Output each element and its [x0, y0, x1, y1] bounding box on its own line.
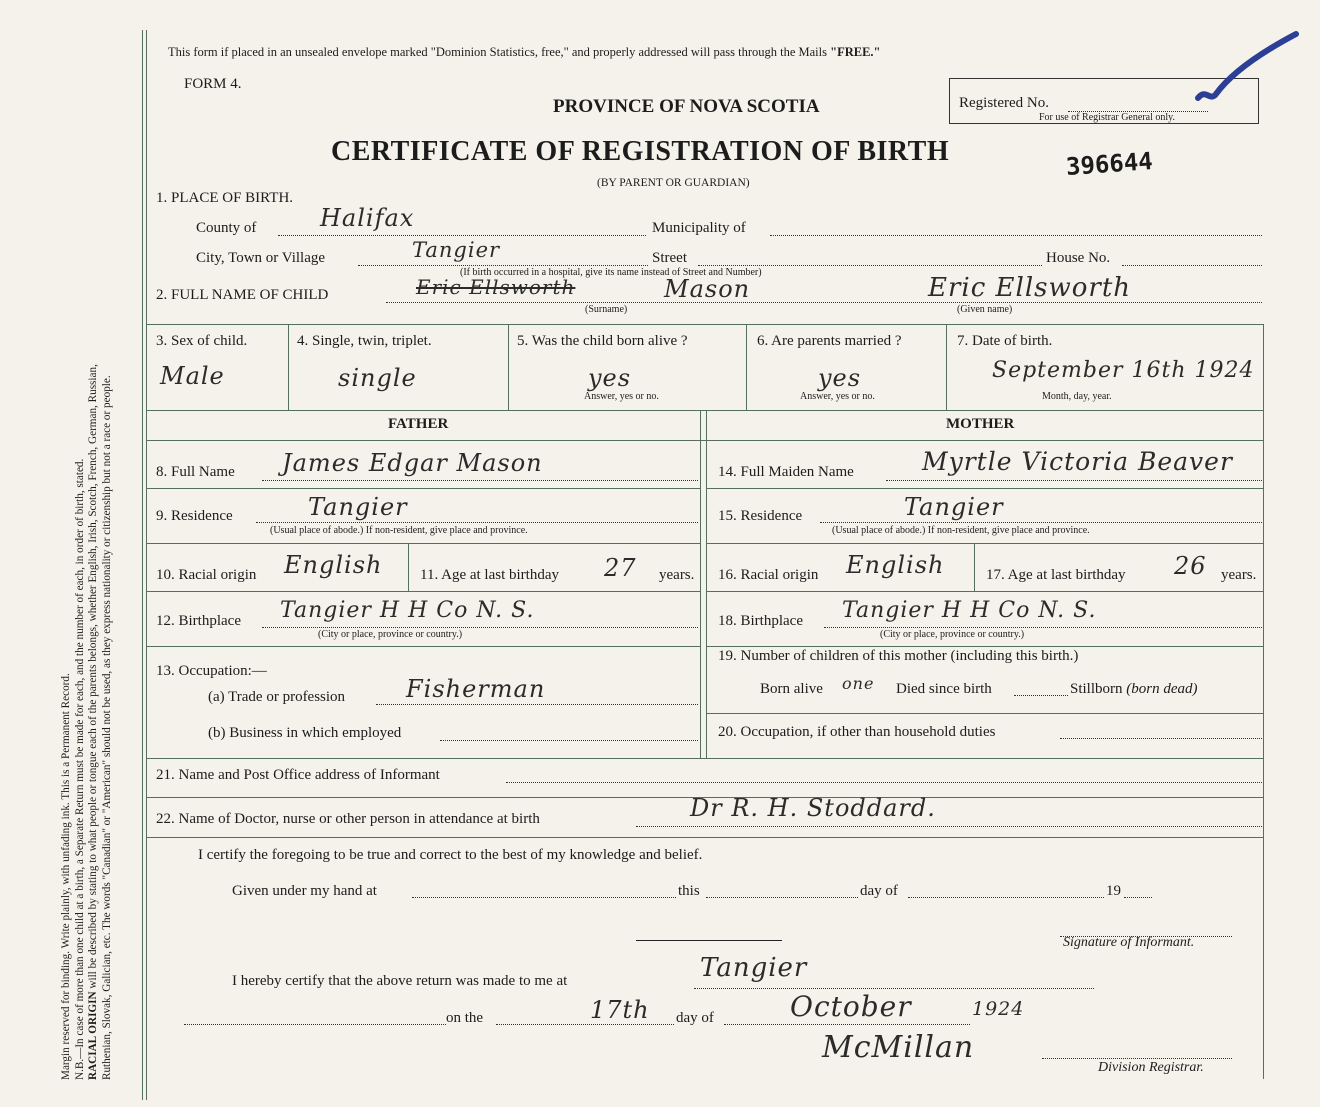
father-trade-line — [376, 704, 698, 705]
year-prefix: 19 — [1106, 883, 1121, 899]
certificate-subtitle: (BY PARENT OR GUARDIAN) — [597, 177, 750, 189]
stamp-number: 396644 — [1065, 147, 1154, 181]
parents-bottom-rule — [146, 758, 1264, 759]
registered-label: Registered No. — [959, 95, 1049, 111]
mother-birthplace-label: 18. Birthplace — [718, 613, 803, 629]
father-racial-divider — [408, 543, 409, 591]
city-value: Tangier — [412, 238, 501, 262]
mother-rule-1 — [706, 488, 1264, 489]
father-trade-label: (a) Trade or profession — [208, 689, 346, 705]
informant-line — [506, 782, 1262, 783]
city-line — [358, 265, 648, 266]
mother-children-label: 19. Number of children of this mother (including this birth.) — [718, 648, 1079, 664]
margin-line-4: Ruthenian, Slovak, Galician, etc. The words "Canadian" or "American" should not be used, as they express nationality or citizenship but not a race or people. — [100, 375, 113, 1080]
mother-residence-line — [820, 522, 1262, 523]
child-name-struck: Eric Ellsworth — [416, 275, 576, 299]
street-label: Street — [652, 250, 687, 266]
row3-top-rule — [146, 324, 1264, 325]
mother-name-value: Myrtle Victoria Beaver — [922, 447, 1233, 476]
father-rule-1 — [146, 488, 700, 489]
father-name-label: 8. Full Name — [156, 464, 235, 480]
registration-year-value: 1924 — [972, 998, 1025, 1020]
father-name-line — [262, 480, 698, 481]
mother-birthplace-caption: (City or place, province or country.) — [880, 629, 1025, 640]
father-birthplace-line — [262, 627, 698, 628]
married-value: yes — [818, 364, 862, 392]
municipality-line — [770, 235, 1262, 236]
row3-bottom-rule — [146, 410, 1264, 411]
given-caption: (Given name) — [957, 304, 1013, 315]
born-alive-value: one — [842, 674, 875, 693]
doctor-label: 22. Name of Doctor, nurse or other person in attendance at birth — [156, 811, 540, 827]
dob-label: 7. Date of birth. — [957, 333, 1053, 349]
dob-caption: Month, day, year. — [1042, 391, 1112, 402]
registration-day-value: 17th — [590, 996, 650, 1024]
died-since-birth-line — [1014, 695, 1068, 696]
given-at-line — [412, 897, 676, 898]
racial-origin-heading: RACIAL ORIGIN — [87, 991, 100, 1080]
informant-signature-label: Signature of Informant. — [1063, 935, 1195, 950]
registrar-statement: I hereby certify that the above return was made to me at — [232, 973, 568, 989]
father-residence-caption: (Usual place of abode.) If non-resident, give place and province. — [270, 525, 528, 536]
alive-caption: Answer, yes or no. — [584, 391, 659, 402]
father-rule-4 — [146, 646, 700, 647]
house-line — [1122, 265, 1262, 266]
margin-line-3-text: will be described by stating to what people or tongue each of the parents belongs, whether English, Irish, Scotch, French, German, Russian, — [87, 364, 100, 992]
mother-racial-label: 16. Racial origin — [718, 567, 819, 583]
plurality-value: single — [338, 364, 417, 392]
mail-notice-free: "FREE." — [830, 45, 881, 59]
mother-heading: MOTHER — [946, 416, 1015, 432]
place-of-birth-heading: 1. PLACE OF BIRTH. — [156, 190, 294, 206]
father-age-label: 11. Age at last birthday — [420, 567, 559, 583]
mother-age-unit: years. — [1221, 567, 1257, 583]
father-heading: FATHER — [388, 416, 449, 432]
row3-divider-3 — [746, 324, 747, 410]
margin-line-2: N.B.—In case of more than one child at a birth, a Separate Return must be made for each, and the number of each, in order of birth, stated. — [73, 458, 86, 1080]
mother-name-line — [886, 480, 1262, 481]
married-label: 6. Are parents married ? — [757, 333, 902, 349]
father-occupation-label: 13. Occupation:— — [156, 663, 267, 679]
father-birthplace-label: 12. Birthplace — [156, 613, 241, 629]
check-mark-icon — [1192, 28, 1304, 110]
month-2-line — [724, 1024, 970, 1025]
mother-occupation-label: 20. Occupation, if other than household duties — [718, 724, 996, 740]
given-under-label: Given under my hand at — [232, 883, 377, 899]
child-given-value: Eric Ellsworth — [928, 273, 1132, 303]
form-left-border — [146, 30, 147, 1100]
father-birthplace-value: Tangier H H Co N. S. — [280, 598, 535, 623]
father-racial-value: English — [284, 551, 383, 579]
mother-rule-2 — [706, 543, 1264, 544]
surname-caption: (Surname) — [585, 304, 628, 315]
form-number: FORM 4. — [184, 76, 242, 92]
mother-residence-value: Tangier — [904, 493, 1004, 521]
plurality-label: 4. Single, twin, triplet. — [297, 333, 432, 349]
sex-value: Male — [160, 362, 225, 390]
child-name-label: 2. FULL NAME OF CHILD — [156, 287, 329, 303]
married-caption: Answer, yes or no. — [800, 391, 875, 402]
mail-notice-text: This form if placed in an unsealed envelope marked "Dominion Statistics, free," and properly addressed will pass through the Mails — [168, 45, 827, 59]
sex-label: 3. Sex of child. — [156, 333, 248, 349]
parents-header-rule — [146, 440, 1264, 441]
informant-signature-mark — [636, 940, 782, 941]
parents-divider-2 — [706, 410, 707, 758]
mother-rule-5 — [706, 713, 1264, 714]
stillborn-text: Stillborn — [1070, 681, 1123, 697]
margin-instructions — [60, 40, 114, 1080]
county-line — [278, 235, 646, 236]
registrar-title: Division Registrar. — [1098, 1060, 1204, 1075]
father-trade-value: Fisherman — [406, 675, 546, 703]
city-label: City, Town or Village — [196, 250, 326, 266]
margin-line-1: Margin reserved for binding. Write plainly, with unfading ink. This is a Permanent Record. — [60, 673, 72, 1080]
mother-name-label: 14. Full Maiden Name — [718, 464, 854, 480]
row3-divider-2 — [508, 324, 509, 410]
registrar-place-value: Tangier — [700, 953, 808, 983]
mother-birthplace-line — [824, 627, 1262, 628]
father-business-line — [440, 740, 698, 741]
margin-line-3 — [87, 40, 101, 1080]
father-residence-line — [256, 522, 698, 523]
hospital-note: (If birth occurred in a hospital, give its name instead of Street and Number) — [460, 267, 762, 278]
year-line — [1124, 897, 1152, 898]
father-business-label: (b) Business in which employed — [208, 725, 402, 741]
mother-age-value: 26 — [1174, 552, 1207, 580]
father-residence-value: Tangier — [308, 493, 408, 521]
on-the-label: on the — [446, 1010, 484, 1026]
this-label: this — [678, 883, 700, 899]
registered-note: For use of Registrar General only. — [1039, 112, 1175, 123]
alive-value: yes — [588, 364, 632, 392]
registrar-blank-line — [184, 1024, 446, 1025]
mother-birthplace-value: Tangier H H Co N. S. — [842, 598, 1097, 623]
month-line — [908, 897, 1104, 898]
registration-month-value: October — [790, 990, 912, 1023]
registrar-signature-line — [1042, 1058, 1232, 1059]
mail-notice — [168, 45, 880, 60]
mother-racial-divider — [974, 543, 975, 591]
doctor-rule — [146, 837, 1264, 838]
certify-statement: I certify the foregoing to be true and correct to the best of my knowledge and belief. — [198, 847, 703, 863]
registrar-place-line — [694, 988, 1094, 989]
day-line — [496, 1024, 674, 1025]
stillborn-note: (born dead) — [1126, 681, 1198, 697]
mother-rule-3 — [706, 591, 1264, 592]
stillborn-label — [1070, 681, 1198, 698]
street-line — [698, 265, 1042, 266]
doctor-line — [636, 826, 1262, 827]
county-value: Halifax — [320, 204, 415, 232]
province-title: PROVINCE OF NOVA SCOTIA — [553, 96, 820, 117]
informant-label: 21. Name and Post Office address of Informant — [156, 767, 440, 783]
mother-residence-caption: (Usual place of abode.) If non-resident, give place and province. — [832, 525, 1090, 536]
mother-racial-value: English — [846, 551, 945, 579]
father-birthplace-caption: (City or place, province or country.) — [318, 629, 463, 640]
parents-divider — [700, 410, 701, 758]
father-residence-label: 9. Residence — [156, 508, 233, 524]
alive-label: 5. Was the child born alive ? — [517, 333, 688, 349]
father-rule-2 — [146, 543, 700, 544]
father-rule-3 — [146, 591, 700, 592]
row3-divider-4 — [946, 324, 947, 410]
municipality-label: Municipality of — [652, 220, 746, 236]
mother-age-label: 17. Age at last birthday — [986, 567, 1126, 583]
day-of-2-label: day of — [676, 1010, 714, 1026]
mother-rule-4 — [706, 646, 1264, 647]
county-label: County of — [196, 220, 257, 236]
day-of-label: day of — [860, 883, 898, 899]
row3-divider-1 — [288, 324, 289, 410]
father-racial-label: 10. Racial origin — [156, 567, 257, 583]
mother-occupation-line — [1060, 738, 1262, 739]
father-name-value: James Edgar Mason — [282, 449, 543, 477]
this-day-line — [706, 897, 858, 898]
father-age-value: 27 — [604, 554, 637, 582]
mother-residence-label: 15. Residence — [718, 508, 803, 524]
doctor-value: Dr R. H. Stoddard. — [690, 794, 936, 822]
born-alive-label: Born alive — [760, 681, 823, 697]
registrar-signature: McMillan — [822, 1030, 975, 1065]
certificate-title: CERTIFICATE OF REGISTRATION OF BIRTH — [331, 136, 950, 167]
form-right-border — [1263, 324, 1264, 1079]
father-age-unit: years. — [659, 567, 695, 583]
dob-value: September 16th 1924 — [992, 358, 1255, 383]
form-left-border-outer — [142, 30, 143, 1100]
child-surname-value: Mason — [664, 275, 751, 303]
died-since-birth-label: Died since birth — [896, 681, 992, 697]
house-label: House No. — [1046, 250, 1111, 266]
